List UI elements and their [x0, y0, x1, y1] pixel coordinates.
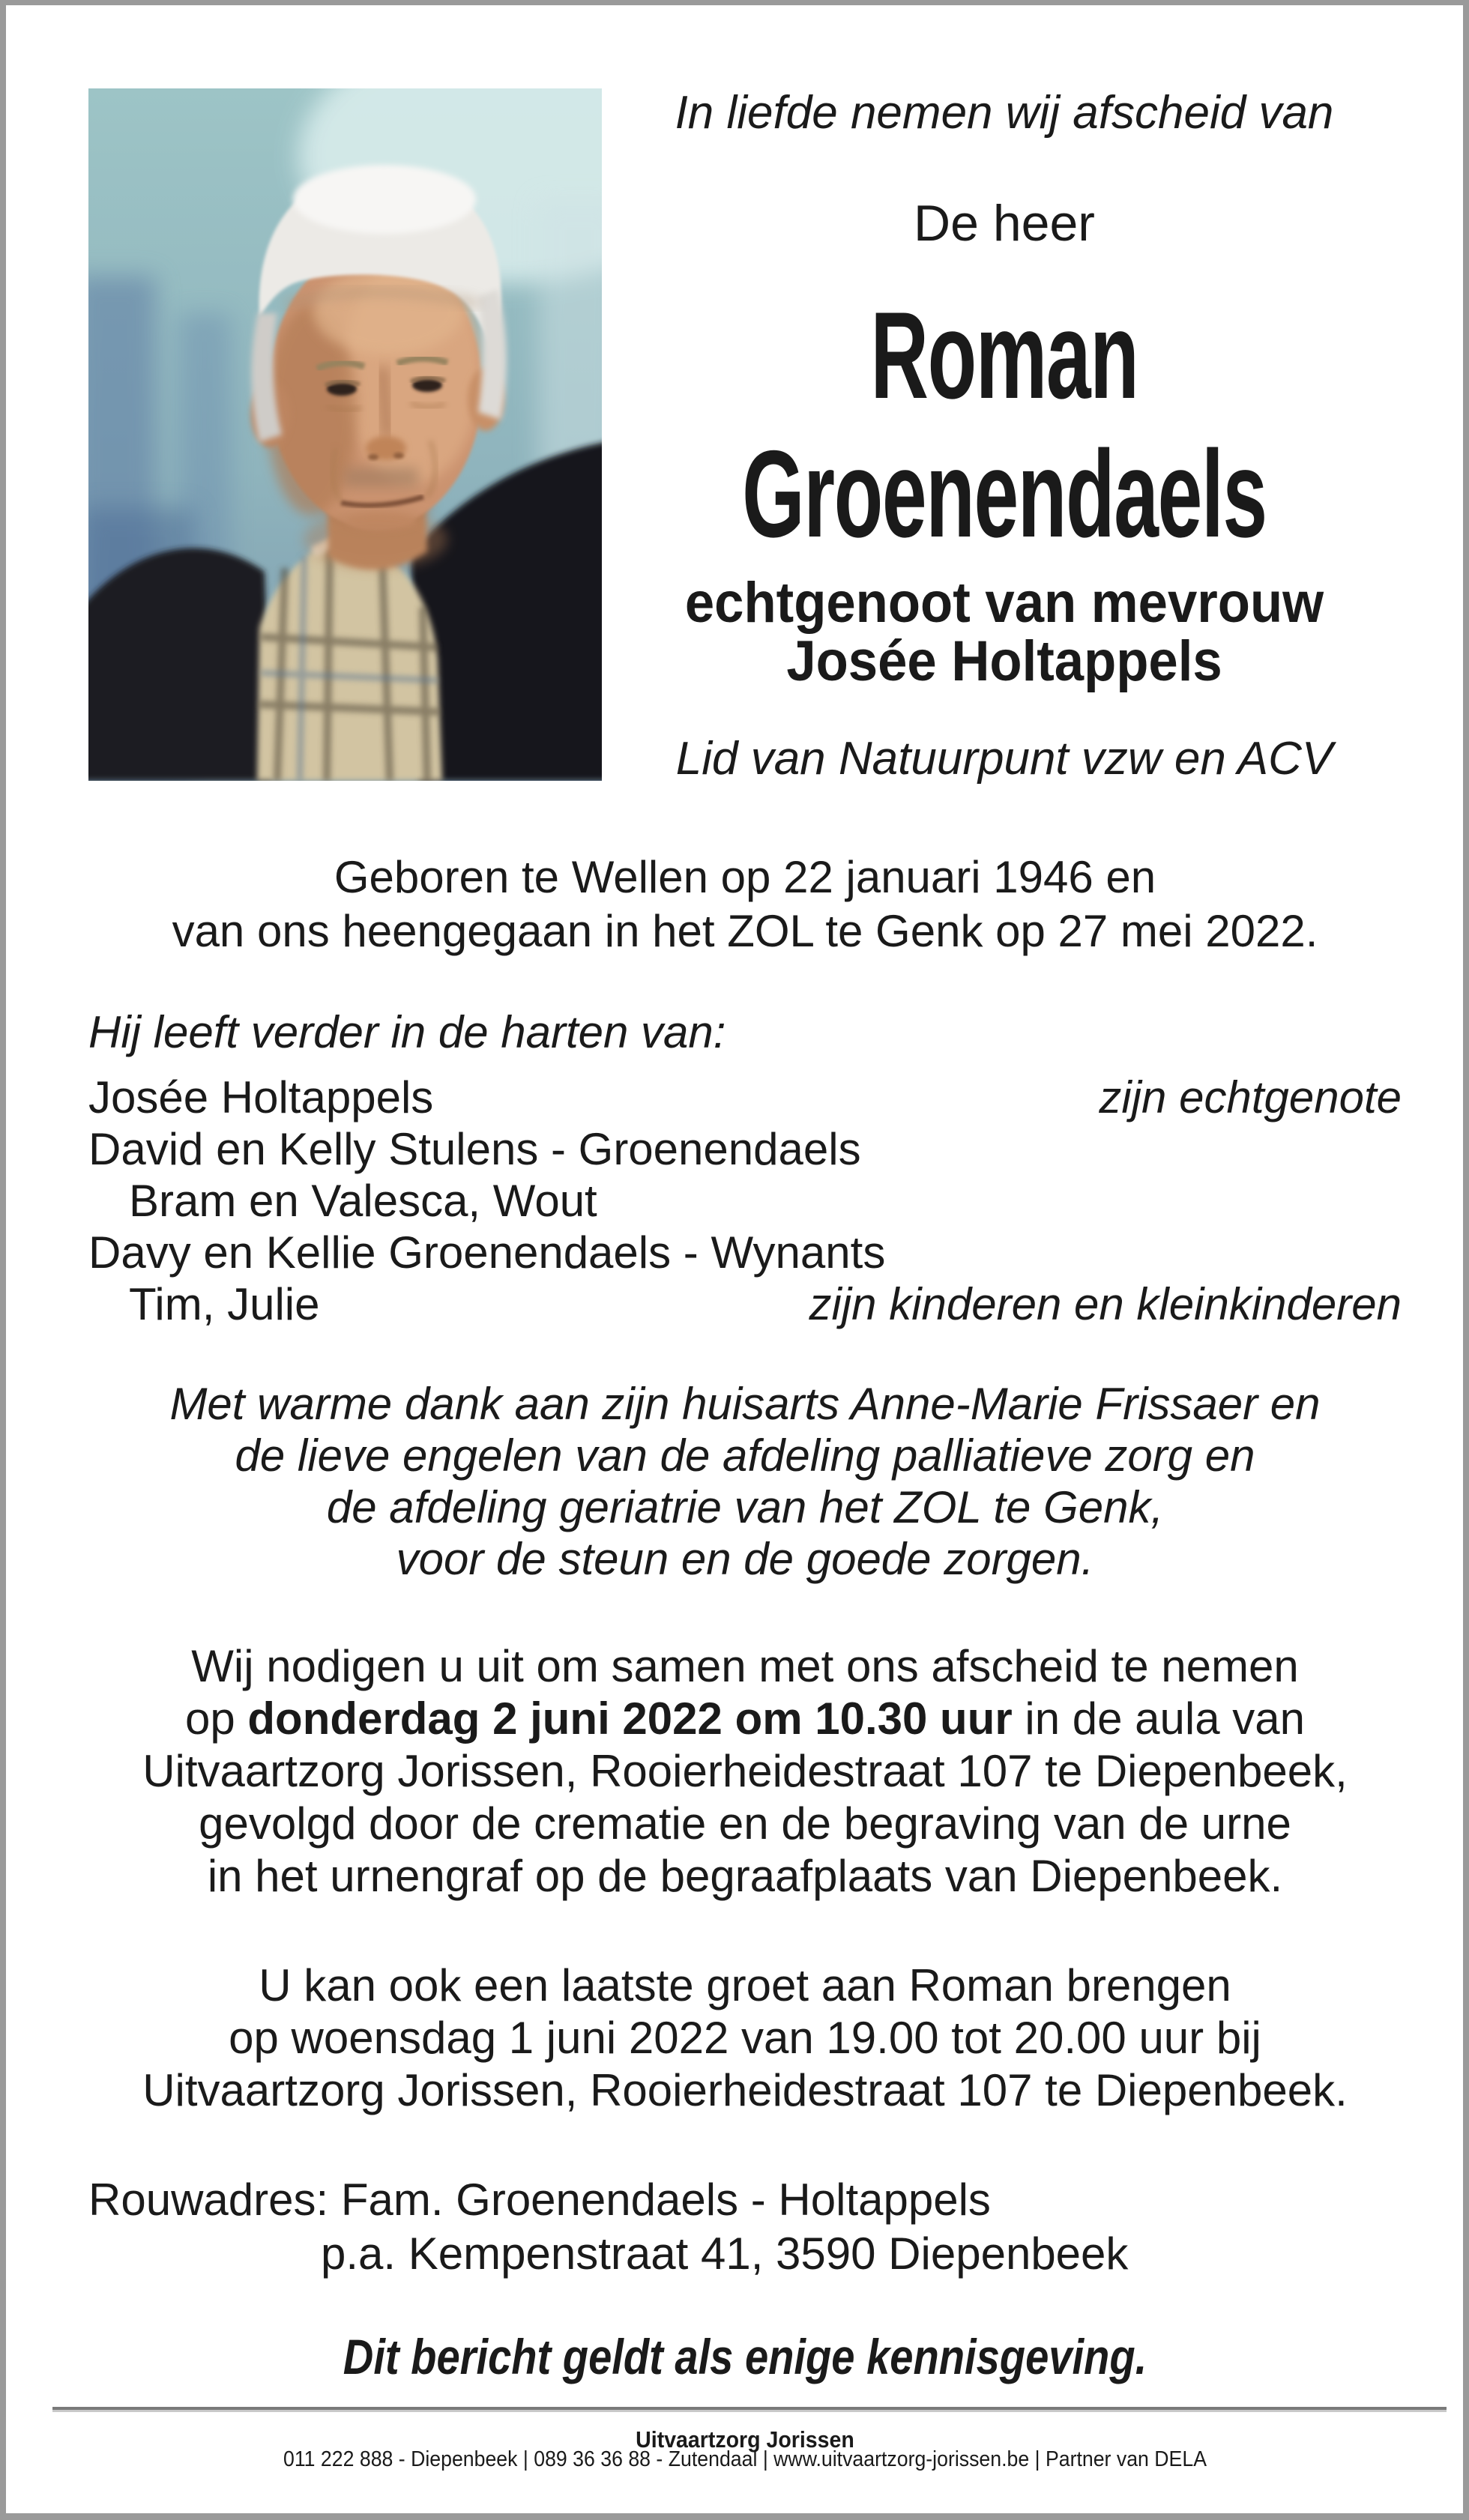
invitation-line2-post: in de aula van: [1012, 1693, 1305, 1744]
survivor-row: [88, 1227, 1402, 1278]
ceremony-datetime: donderdag 2 juni 2022 om 10.30 uur: [247, 1693, 1013, 1744]
survivor-row: [88, 1072, 1402, 1123]
salutation-line: De heer: [914, 195, 1095, 252]
footer-company-name: Uitvaartzorg Jorissen: [636, 2426, 854, 2453]
life-dates-line2: van ons heengegaan in het ZOL te Genk op 27 mei 2022.: [172, 906, 1318, 956]
survivor-row: [88, 1278, 1402, 1330]
invitation-line: in het urnengraf op de begraafplaats van Diepenbeek.: [207, 1851, 1283, 1901]
survivors-intro: Hij leeft verder in de harten van:: [88, 1007, 726, 1057]
survivor-name: Davy en Kellie Groenendaels - Wynants: [88, 1227, 886, 1278]
mourning-address-line1: Rouwadres: Fam. Groenendaels - Holtappels: [88, 2175, 991, 2225]
announcement-card: [6, 5, 1463, 2513]
invitation-paragraph: [88, 1640, 1402, 1903]
gratitude-line: de afdeling geriatrie van het ZOL te Genk,: [326, 1482, 1164, 1532]
farewell-line: U kan ook een laatste groet aan Roman brengen: [259, 1960, 1231, 2010]
deceased-name: [739, 286, 1270, 563]
footer-divider: [52, 2407, 1447, 2412]
portrait-illustration: [88, 88, 602, 781]
spouse-block: [624, 571, 1384, 693]
membership-line: Lid van Natuurpunt vzw en ACV: [675, 733, 1333, 785]
survivor-name: David en Kelly Stulens - Groenendaels: [88, 1124, 861, 1174]
survivor-relation: zijn kinderen en kleinkinderen: [809, 1279, 1402, 1329]
survivor-relation: zijn echtgenote: [1099, 1072, 1402, 1122]
farewell-line: Uitvaartzorg Jorissen, Rooierheidestraat 107 te Diepenbeek.: [142, 2065, 1348, 2115]
survivors-list: [88, 1006, 1402, 1330]
deceased-last-name: Groenendaels: [742, 425, 1267, 563]
invitation-line2-pre: op: [184, 1693, 248, 1744]
intro-line: In liefde nemen wij afscheid van: [675, 87, 1334, 139]
mourning-address-line2: p.a. Kempenstraat 41, 3590 Diepenbeek: [321, 2229, 1129, 2279]
survivor-row: [88, 1175, 1402, 1227]
gratitude-paragraph: [88, 1378, 1402, 1585]
survivor-name: Josée Holtappels: [88, 1072, 434, 1122]
life-dates: [88, 850, 1402, 958]
survivor-row: [88, 1123, 1402, 1175]
notice-line: Dit bericht geldt als enige kennisgeving.: [343, 2329, 1147, 2384]
gratitude-line: voor de steun en de goede zorgen.: [396, 1534, 1094, 1584]
invitation-line: gevolgd door de crematie en de begraving van de urne: [199, 1798, 1291, 1849]
gratitude-line: Met warme dank aan zijn huisarts Anne-Marie Frissaer en: [169, 1379, 1321, 1429]
footer-contact-line: 011 222 888 - Diepenbeek | 089 36 36 88 - Zutendaal | www.uitvaartzorg-jorissen.be | Partner van DELA: [283, 2447, 1207, 2471]
invitation-line: Uitvaartzorg Jorissen, Rooierheidestraat 107 te Diepenbeek,: [142, 1746, 1348, 1796]
farewell-line: op woensdag 1 juni 2022 van 19.00 tot 20.00 uur bij: [229, 2013, 1261, 2063]
farewell-paragraph: [88, 1960, 1402, 2117]
deceased-first-name: Roman: [870, 286, 1138, 424]
mourning-address: [88, 2173, 1402, 2281]
portrait-photo: [88, 88, 602, 781]
spouse-name: Josée Holtappels: [786, 629, 1222, 693]
spouse-intro: echtgenoot van mevrouw: [684, 571, 1324, 635]
survivor-name: Bram en Valesca, Wout: [129, 1176, 597, 1226]
life-dates-line1: Geboren te Wellen op 22 januari 1946 en: [334, 852, 1156, 902]
invitation-line: [88, 1693, 1402, 1745]
invitation-line: Wij nodigen u uit om samen met ons afscheid te nemen: [191, 1641, 1299, 1691]
survivor-name: Tim, Julie: [129, 1279, 320, 1329]
gratitude-line: de lieve engelen van de afdeling palliatieve zorg en: [235, 1430, 1255, 1481]
